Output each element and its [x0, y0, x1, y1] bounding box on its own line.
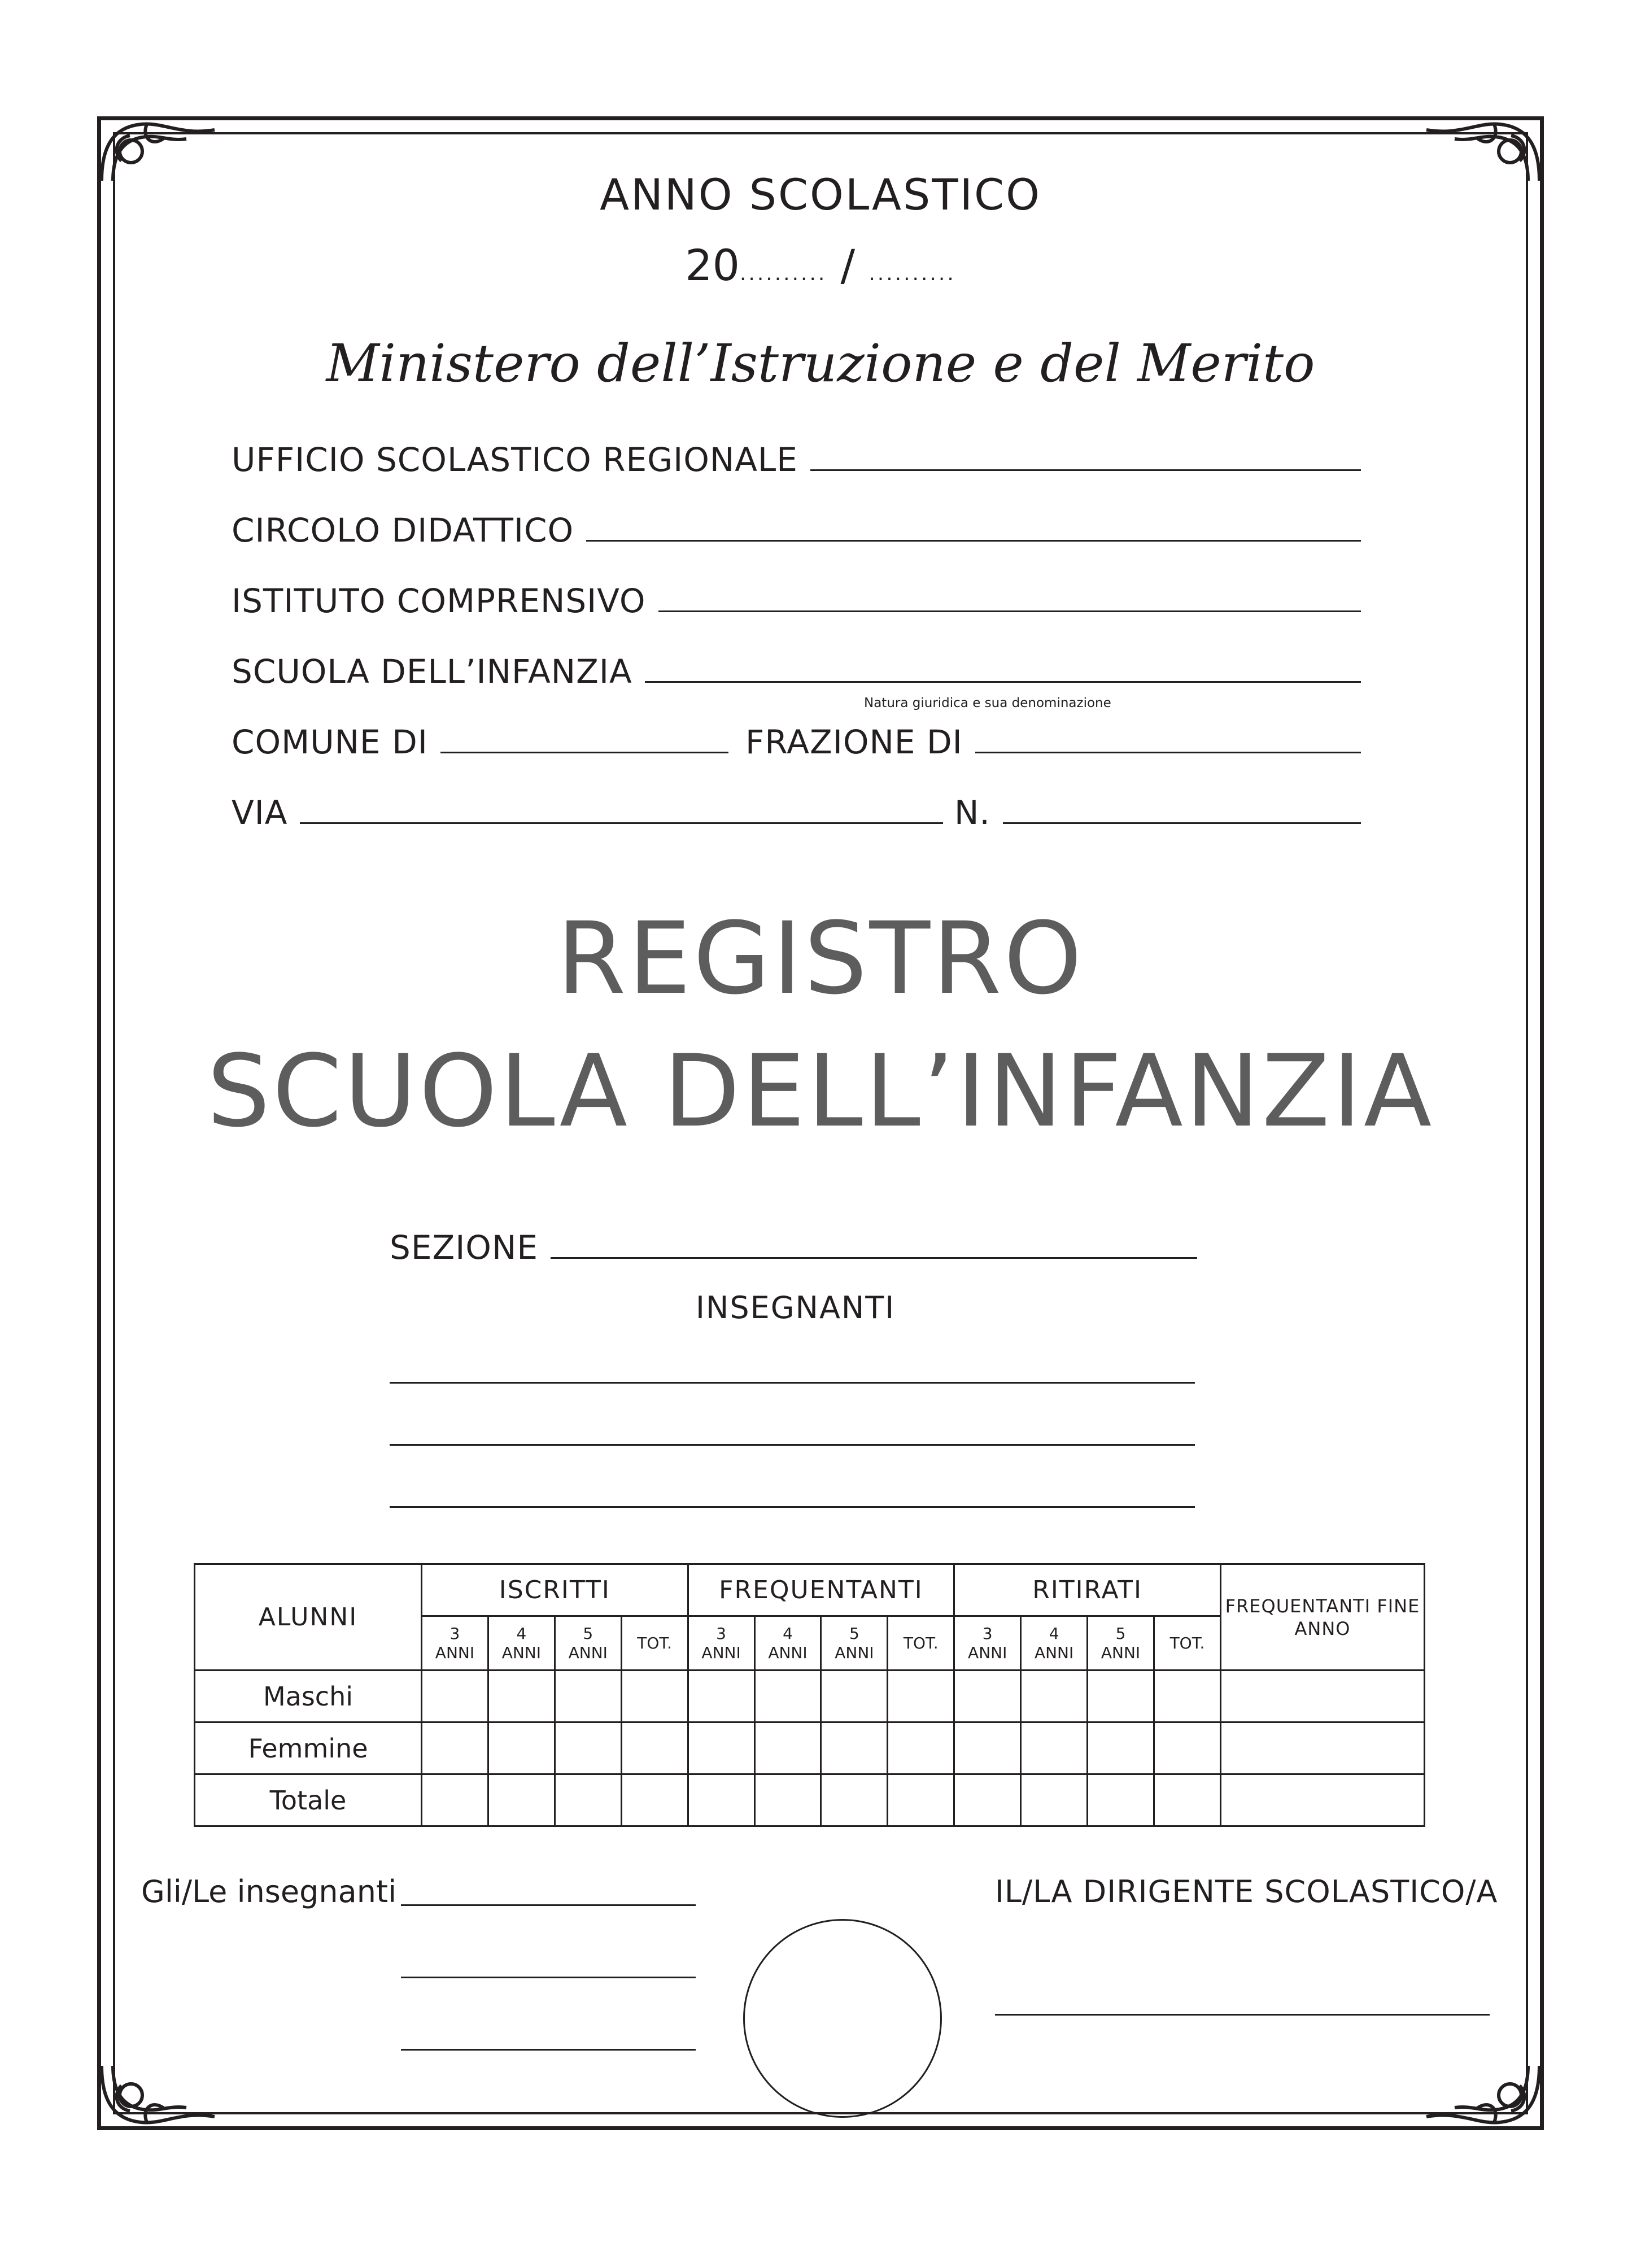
table-cell[interactable]: [1088, 1722, 1154, 1774]
table-cell[interactable]: [1154, 1774, 1220, 1826]
table-cell[interactable]: [888, 1722, 954, 1774]
age-col-text: 4: [783, 1624, 793, 1643]
table-cell[interactable]: [1221, 1671, 1425, 1722]
age-col-text: 3: [982, 1624, 993, 1643]
table-row: [195, 1671, 1425, 1722]
table-cell[interactable]: [1088, 1671, 1154, 1722]
table-cell[interactable]: [688, 1671, 754, 1722]
sezione-label: SEZIONE: [390, 1228, 538, 1267]
frazione-line[interactable]: [975, 751, 1361, 753]
table-cell[interactable]: [1021, 1774, 1088, 1826]
tot-col-header: TOT.: [621, 1616, 688, 1671]
table-cell[interactable]: [1154, 1722, 1220, 1774]
ufficio-field[interactable]: [232, 440, 1361, 479]
ministry-name: Ministero dell’Istruzione e del Merito: [326, 333, 1315, 394]
table-cell[interactable]: [954, 1722, 1021, 1774]
school-year-field[interactable]: [0, 240, 1641, 290]
age-col-header: [954, 1616, 1021, 1671]
via-field[interactable]: [232, 793, 943, 832]
table-cell[interactable]: [954, 1671, 1021, 1722]
via-label: VIA: [232, 793, 288, 832]
age-col-text: ANNI: [435, 1643, 475, 1662]
insegnanti-signature-line-3[interactable]: [401, 2049, 696, 2051]
table-cell[interactable]: [1221, 1722, 1425, 1774]
table-cell[interactable]: [888, 1671, 954, 1722]
alunni-header: ALUNNI: [195, 1564, 422, 1671]
row-label-maschi: Maschi: [195, 1671, 422, 1722]
age-col-text: ANNI: [1101, 1643, 1141, 1662]
dirigente-signature-line[interactable]: [995, 2014, 1490, 2016]
table-row: [195, 1774, 1425, 1826]
comune-line[interactable]: [440, 751, 728, 753]
age-col-text: ANNI: [568, 1643, 608, 1662]
register-title: REGISTRO: [557, 901, 1084, 1017]
teacher-line-2[interactable]: [390, 1444, 1195, 1446]
insegnanti-signature-line-2[interactable]: [401, 1977, 696, 1978]
table-cell[interactable]: [555, 1671, 621, 1722]
table-cell[interactable]: [1154, 1671, 1220, 1722]
row-label-femmine: Femmine: [195, 1722, 422, 1774]
table-header-row: [195, 1564, 1425, 1616]
age-col-text: 5: [849, 1624, 859, 1643]
table-cell[interactable]: [621, 1774, 688, 1826]
register-subtitle: SCUOLA DELL’INFANZIA: [207, 1033, 1434, 1149]
comune-label: COMUNE DI: [232, 723, 428, 761]
table-cell[interactable]: [488, 1774, 555, 1826]
table-cell[interactable]: [1088, 1774, 1154, 1826]
table-cell[interactable]: [688, 1722, 754, 1774]
table-cell[interactable]: [1021, 1671, 1088, 1722]
table-cell[interactable]: [1221, 1774, 1425, 1826]
age-col-text: 5: [1115, 1624, 1126, 1643]
table-cell[interactable]: [488, 1671, 555, 1722]
table-cell[interactable]: [621, 1722, 688, 1774]
table-cell[interactable]: [422, 1774, 488, 1826]
table-row: [195, 1722, 1425, 1774]
age-col-text: ANNI: [701, 1643, 741, 1662]
age-col-text: 3: [716, 1624, 726, 1643]
ufficio-label: UFFICIO SCOLASTICO REGIONALE: [232, 440, 798, 479]
age-col-text: ANNI: [968, 1643, 1007, 1662]
age-col-header: [1021, 1616, 1088, 1671]
age-col-header: [1088, 1616, 1154, 1671]
age-col-header: [555, 1616, 621, 1671]
row-label-totale: Totale: [195, 1774, 422, 1826]
scuola-line[interactable]: [645, 681, 1361, 683]
age-col-text: 5: [583, 1624, 593, 1643]
table-cell[interactable]: [754, 1722, 821, 1774]
year-dots-second: ..........: [868, 262, 956, 285]
table-cell[interactable]: [688, 1774, 754, 1826]
group-header-frequentanti: FREQUENTANTI: [688, 1564, 954, 1616]
table-cell[interactable]: [754, 1671, 821, 1722]
teacher-line-1[interactable]: [390, 1382, 1195, 1384]
numero-line[interactable]: [1003, 822, 1361, 824]
tot-col-header: TOT.: [1154, 1616, 1220, 1671]
scuola-label: SCUOLA DELL’INFANZIA: [232, 652, 632, 691]
age-col-header: [422, 1616, 488, 1671]
via-line[interactable]: [300, 822, 943, 824]
numero-label: N.: [954, 793, 990, 832]
comune-field[interactable]: [232, 723, 728, 761]
group-header-iscritti: ISCRITTI: [422, 1564, 688, 1616]
frequentanti-fine-header: FREQUENTANTI FINE ANNO: [1221, 1564, 1425, 1671]
insegnanti-heading: INSEGNANTI: [696, 1290, 896, 1325]
students-table: [194, 1563, 1425, 1827]
table-cell[interactable]: [555, 1774, 621, 1826]
table-cell[interactable]: [821, 1722, 888, 1774]
table-cell[interactable]: [555, 1722, 621, 1774]
age-col-text: ANNI: [501, 1643, 542, 1662]
year-prefix: 20: [685, 240, 740, 290]
table-cell[interactable]: [422, 1671, 488, 1722]
frazione-field[interactable]: [745, 723, 1361, 761]
table-cell[interactable]: [1021, 1722, 1088, 1774]
year-dots-first: ..........: [739, 262, 827, 285]
corner-ornament-icon: [1421, 2060, 1545, 2134]
teacher-line-3[interactable]: [390, 1506, 1195, 1508]
age-col-text: 3: [449, 1624, 460, 1643]
school-stamp-circle: [743, 1919, 942, 2118]
tot-col-header: TOT.: [888, 1616, 954, 1671]
age-col-text: 4: [516, 1624, 527, 1643]
table-cell[interactable]: [754, 1774, 821, 1826]
insegnanti-signature-line-1[interactable]: [401, 1904, 696, 1906]
numero-field[interactable]: [954, 793, 1361, 832]
insegnanti-signature-label: Gli/Le insegnanti: [141, 1874, 397, 1909]
table-cell[interactable]: [888, 1774, 954, 1826]
circolo-field[interactable]: [232, 511, 1361, 549]
school-year-heading: ANNO SCOLASTICO: [600, 169, 1041, 220]
frazione-label: FRAZIONE DI: [745, 723, 963, 761]
age-col-header: [488, 1616, 555, 1671]
sezione-field[interactable]: [390, 1228, 1197, 1267]
table-cell[interactable]: [488, 1722, 555, 1774]
table-cell[interactable]: [621, 1671, 688, 1722]
table-cell[interactable]: [954, 1774, 1021, 1826]
corner-ornament-icon: [96, 2060, 220, 2134]
dirigente-signature-label: IL/LA DIRIGENTE SCOLASTICO/A: [995, 1874, 1498, 1909]
year-slash: /: [840, 240, 856, 290]
scuola-hint: Natura giuridica e sua denominazione: [864, 696, 1111, 710]
group-header-ritirati: RITIRATI: [954, 1564, 1221, 1616]
age-col-text: 4: [1049, 1624, 1059, 1643]
age-col-text: ANNI: [835, 1643, 874, 1662]
age-col-text: ANNI: [768, 1643, 808, 1662]
table-cell[interactable]: [821, 1671, 888, 1722]
circolo-label: CIRCOLO DIDATTICO: [232, 511, 574, 549]
sezione-line[interactable]: [551, 1257, 1197, 1259]
istituto-label: ISTITUTO COMPRENSIVO: [232, 582, 646, 620]
scuola-field[interactable]: [232, 652, 1361, 691]
age-col-text: ANNI: [1034, 1643, 1074, 1662]
ufficio-line[interactable]: [810, 469, 1361, 471]
istituto-line[interactable]: [658, 610, 1361, 612]
age-col-header: [688, 1616, 754, 1671]
age-col-header: [821, 1616, 888, 1671]
istituto-field[interactable]: [232, 582, 1361, 620]
table-cell[interactable]: [422, 1722, 488, 1774]
age-col-header: [754, 1616, 821, 1671]
table-cell[interactable]: [821, 1774, 888, 1826]
circolo-line[interactable]: [586, 539, 1361, 542]
